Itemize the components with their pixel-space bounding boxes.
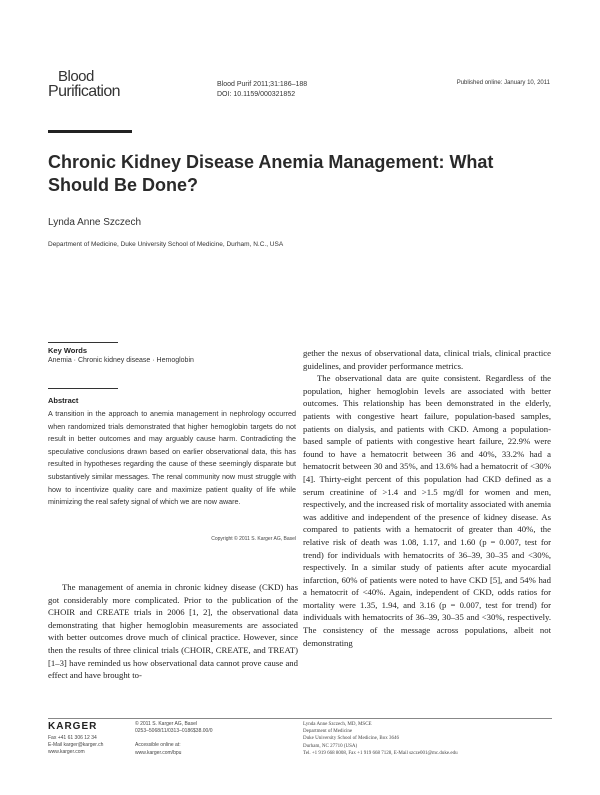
contact-city: Durham, NC 27710 (USA): [303, 743, 358, 749]
journal-logo: [48, 70, 138, 100]
footer-issn: 0253–5068/11/0313–0186$38.00/0: [135, 728, 213, 735]
footer-accessible: Accessible online at:: [135, 742, 181, 749]
publisher-contact: [48, 735, 103, 757]
contact-name: Lynda Anne Szczech, MD, MSCE: [303, 722, 372, 727]
logo-line1: Blood: [58, 68, 94, 85]
publisher-logo: KARGER: [48, 721, 98, 732]
footer-copyright-block: [135, 721, 213, 757]
publisher-fax: Fax +41 61 306 12 34: [48, 735, 97, 741]
header-rule: [48, 130, 132, 133]
footer-online-url[interactable]: www.karger.com/bpu: [135, 749, 182, 756]
article-title: Chronic Kidney Disease Anemia Management: What Should Be Done?: [48, 152, 494, 195]
footer-copyright: © 2011 S. Karger AG, Basel: [135, 721, 197, 727]
affiliation: Department of Medicine, Duke University School of Medicine, Durham, N.C., USA: [48, 241, 284, 248]
publisher-web[interactable]: www.karger.com: [48, 749, 85, 756]
published-online: Published online: January 10, 2011: [456, 80, 550, 86]
abstract-heading: Abstract: [48, 396, 79, 405]
body-right-column: [303, 347, 551, 649]
keywords-heading: Key Words: [48, 346, 88, 355]
contact-school: Duke University School of Medicine, Box 3646: [303, 736, 399, 742]
correspondence-block: [303, 721, 458, 757]
abstract-text: A transition in the approach to anemia management in nephrology occurred when randomized trials demonstrated that higher hemoglobin targets do not result in better outcomes and may arguably cause harm. Contradicting the speculative conclusions drawn based on earlier observational data, this has resulted in hypotheses regarding the cause of these seemingly disparate but substantively similar messages. The renal community now must struggle with how to incentivize quality care and maximize patient quality of life while minimizing the real safety signal of which we are now aware.: [48, 409, 296, 507]
body-paragraph-1: gether the nexus of observational data, clinical trials, clinical practice guidelines, and provider performance metrics.: [303, 348, 551, 371]
footer-rule: [48, 718, 552, 719]
logo-line2: Purification: [48, 83, 120, 100]
body-left-column: The management of anemia in chronic kidney disease (CKD) has got considerably more complicated. Prior to the publication of the CHOIR and CREATE trials in 2006 [1, 2], the observational data demonstrating that higher hemoglobin measurements are associated with better outcomes drove much of clinical practice. However, since then the results of three clinical trials (CHOIR, CREATE, and TREAT) [1–3] have reminded us how observational data cannot prove cause and effect and have brought to-: [48, 582, 298, 681]
citation-doi: DOI: 10.1159/000321852: [217, 91, 296, 98]
author: Lynda Anne Szczech: [48, 217, 142, 228]
body-paragraph-2: The observational data are quite consistent. Regardless of the population, higher hemoglobin levels are associated with better outcomes. This relationship has been demonstrated in the elderly, patients with congestive heart failure, population-based samples, patients on dialysis, and patients with CKD. Among a population-based sample of patients with congestive heart failure, 22.9% were found to have a hematocrit between 36 and 40%, 33.2% had a hematocrit between 30 and 35%, and 13.6% had a hematocrit of <30% [4]. Thirty-eight percent of this population had CKD defined as a serum creatinine of >1.4 and >1.5 mg/dl for women and men, respectively, and the increased risk of mortality associated with anemia was additive and independent of the presence of kidney disease. As compared to patients with a hematocrit of greater than 40%, the relative risk of death was 1.08, 1.17, and 1.60 (p = 0.007, test for trend) for individuals with hematocrits of 36–39, 30–35 and <30%, respectively. In a similar study of patients after acute myocardial infarction, 60% of patients were noted to have CKD [5], and 54% had a hematocrit of <40%. Again, independent of CKD, odds ratios for mortality were 1.35, 1.94, and 3.16 (p = 0.007, test for trend) for individuals with hematocrits of 36–39, 30–35 and <30%, respectively. The consistency of the message across populations, albeit not demonstrating: [303, 373, 551, 648]
contact-tel: Tel. +1 919 668 8008, Fax +1 919 668 7128, E-Mail szcze001@mc.duke.edu: [303, 750, 458, 756]
citation: [217, 80, 307, 100]
contact-dept: Department of Medicine: [303, 729, 353, 735]
abstract-rule: [48, 388, 118, 389]
publisher-email[interactable]: E-Mail karger@karger.ch: [48, 742, 104, 749]
keywords-text: Anemia · Chronic kidney disease · Hemoglobin: [48, 357, 194, 364]
keywords-rule: [48, 342, 118, 343]
abstract-copyright: Copyright © 2011 S. Karger AG, Basel: [211, 536, 296, 542]
citation-line1: Blood Purif 2011;31:186–188: [217, 81, 308, 88]
